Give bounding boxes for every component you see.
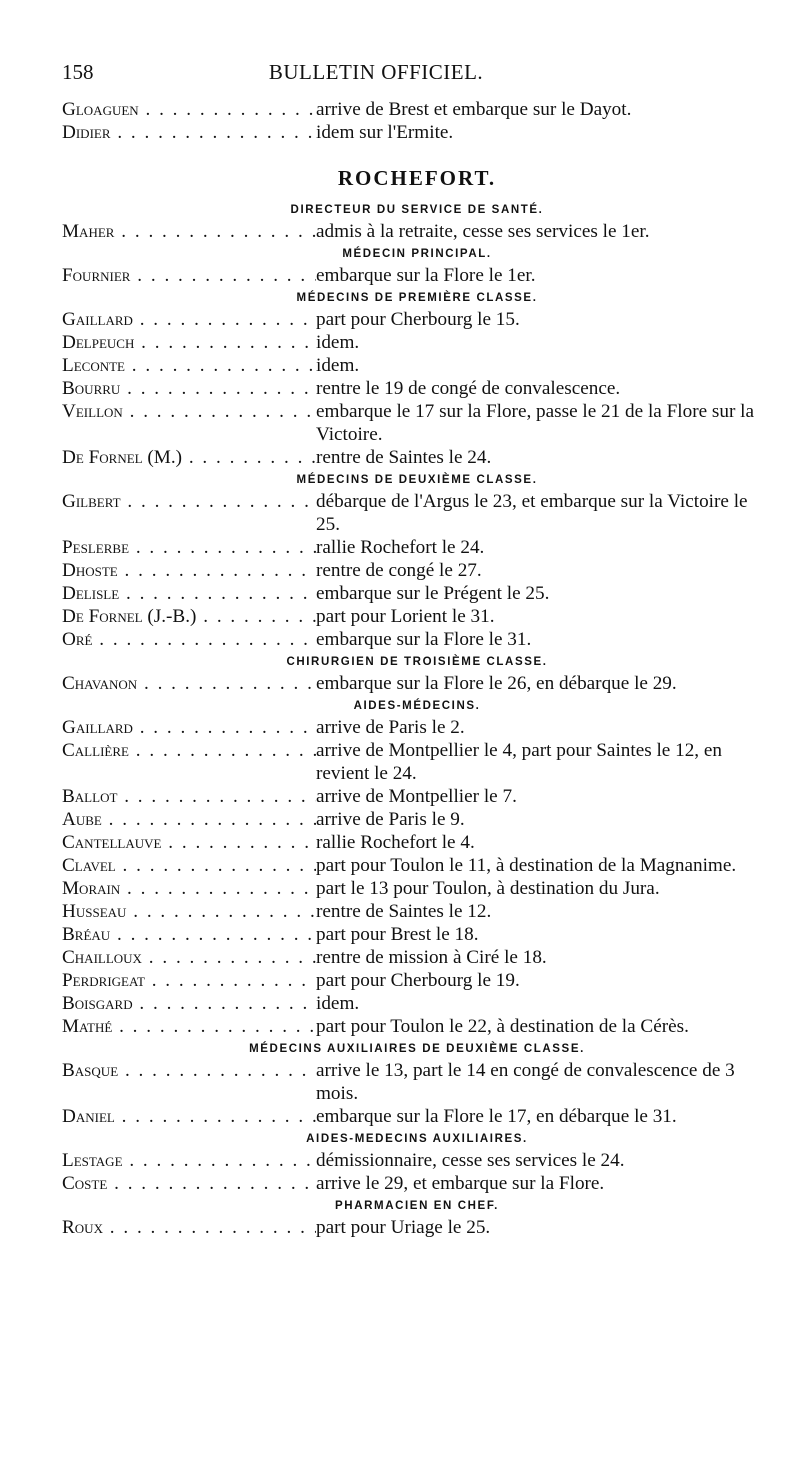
officer-name: Basque . . . (62, 1059, 316, 1105)
personnel-entry (62, 1149, 772, 1172)
movement-description: arrive le 29, et embarque sur la Flore. (316, 1173, 605, 1194)
movement-description: idem. (316, 332, 360, 353)
officer-name: Chavanon . . . (62, 672, 316, 695)
rank-heading: PHARMACIEN EN CHEF. (335, 1200, 499, 1212)
personnel-entry (62, 559, 772, 582)
personnel-entry (62, 121, 772, 144)
rank-heading: AIDES-MÉDECINS. (353, 700, 481, 712)
personnel-entry (62, 716, 772, 739)
movement-description: embarque sur la Flore le 1er. (316, 265, 536, 286)
personnel-entry (62, 605, 772, 628)
personnel-entry (62, 308, 772, 331)
personnel-entry (62, 264, 772, 287)
running-title: BULLETIN OFFICIEL. (268, 60, 484, 84)
movement-description: embarque sur la Flore le 26, en débarque le 29. (316, 673, 677, 694)
officer-name: Mathé . . . (62, 1015, 316, 1038)
personnel-entry (62, 946, 772, 969)
officer-name: Cantellauve . . . (62, 831, 316, 854)
rank-heading: MÉDECINS DE DEUXIÈME CLASSE. (296, 474, 538, 486)
officer-name: Gloaguen . . . (62, 98, 316, 121)
movement-description: embarque le 17 sur la Flore, passe le 21 de la Flore sur la Victoire. (316, 401, 754, 445)
personnel-entry (62, 877, 772, 900)
officer-name: Didier . . . (62, 121, 316, 144)
personnel-entry (62, 331, 772, 354)
officer-name: Veillon . . . (62, 400, 316, 446)
personnel-entry (62, 1059, 772, 1105)
officer-name: Boisgard . . . (62, 992, 316, 1015)
personnel-entry (62, 377, 772, 400)
port-heading: ROCHEFORT. (337, 166, 497, 190)
personnel-entry (62, 672, 772, 695)
officer-name: Bréau . . . (62, 923, 316, 946)
movement-description: rentre de Saintes le 12. (316, 901, 492, 922)
movement-description: idem sur l'Ermite. (316, 122, 454, 143)
movement-description: embarque sur le Prégent le 25. (316, 583, 550, 604)
personnel-entry (62, 854, 772, 877)
movement-description: rentre de mission à Ciré le 18. (316, 947, 547, 968)
personnel-entry (62, 969, 772, 992)
movement-description: arrive de Paris le 2. (316, 717, 465, 738)
movement-description: part le 13 pour Toulon, à destination du Jura. (316, 878, 660, 899)
movement-description: démissionnaire, cesse ses services le 24. (316, 1150, 625, 1171)
officer-name: Roux . . . (62, 1216, 316, 1239)
movement-description: part pour Toulon le 22, à destination de la Cérès. (316, 1016, 689, 1037)
personnel-entry (62, 739, 772, 785)
officer-name: Gaillard . . . (62, 308, 316, 331)
rank-heading: MÉDECINS DE PREMIÈRE CLASSE. (296, 292, 538, 304)
movement-description: arrive de Brest et embarque sur le Dayot. (316, 99, 632, 120)
officer-name: Lestage . . . (62, 1149, 316, 1172)
officer-name: De Fornel (J.-B.) . . . (62, 605, 316, 628)
movement-description: admis à la retraite, cesse ses services le 1er. (316, 221, 650, 242)
personnel-entry (62, 1015, 772, 1038)
officer-name: Coste . . . (62, 1172, 316, 1195)
page-number: 158 (62, 60, 94, 84)
officer-name: Oré . . . (62, 628, 316, 651)
rank-heading: MÉDECINS AUXILIAIRES DE DEUXIÈME CLASSE. (249, 1043, 585, 1055)
officer-name: Bourru . . . (62, 377, 316, 400)
movement-description: part pour Lorient le 31. (316, 606, 495, 627)
officer-name: Callière . . . (62, 739, 316, 785)
movement-description: rentre de congé le 27. (316, 560, 482, 581)
officer-name: Aube . . . (62, 808, 316, 831)
personnel-entry (62, 220, 772, 243)
personnel-entry (62, 354, 772, 377)
movement-description: part pour Toulon le 11, à destination de la Magnanime. (316, 855, 737, 876)
personnel-entry (62, 1172, 772, 1195)
officer-name: Fournier . . . (62, 264, 316, 287)
officer-name: Dhoste . . . (62, 559, 316, 582)
movement-description: idem. (316, 993, 360, 1014)
document-body (62, 98, 772, 1239)
officer-name: Clavel . . . (62, 854, 316, 877)
officer-name: Delpeuch . . . (62, 331, 316, 354)
movement-description: part pour Uriage le 25. (316, 1217, 491, 1238)
officer-name: Morain . . . (62, 877, 316, 900)
personnel-entry (62, 831, 772, 854)
movement-description: rentre de Saintes le 24. (316, 447, 492, 468)
movement-description: embarque sur la Flore le 31. (316, 629, 532, 650)
personnel-entry (62, 1216, 772, 1239)
personnel-entry (62, 808, 772, 831)
officer-name: Husseau . . . (62, 900, 316, 923)
personnel-entry (62, 400, 772, 446)
movement-description: arrive le 13, part le 14 en congé de convalescence de 3 mois. (316, 1060, 735, 1104)
movement-description: rallie Rochefort le 24. (316, 537, 485, 558)
personnel-entry (62, 628, 772, 651)
personnel-entry (62, 923, 772, 946)
personnel-entry (62, 992, 772, 1015)
officer-name: Gaillard . . . (62, 716, 316, 739)
officer-name: Perdrigeat . . . (62, 969, 316, 992)
movement-description: débarque de l'Argus le 23, et embarque sur la Victoire le 25. (316, 491, 748, 535)
personnel-entry (62, 536, 772, 559)
officer-name: Peslerbe . . . (62, 536, 316, 559)
personnel-entry (62, 490, 772, 536)
movement-description: rallie Rochefort le 4. (316, 832, 475, 853)
movement-description: arrive de Montpellier le 4, part pour Saintes le 12, en revient le 24. (316, 740, 723, 784)
personnel-entry (62, 98, 772, 121)
rank-heading: CHIRURGIEN DE TROISIÈME CLASSE. (286, 656, 548, 668)
movement-description: rentre le 19 de congé de convalescence. (316, 378, 621, 399)
officer-name: De Fornel (M.) . . . (62, 446, 316, 469)
officer-name: Leconte . . . (62, 354, 316, 377)
rank-heading: DIRECTEUR DU SERVICE DE SANTÉ. (290, 204, 544, 216)
officer-name: Gilbert . . . (62, 490, 316, 536)
personnel-entry (62, 1105, 772, 1128)
movement-description: idem. (316, 355, 360, 376)
movement-description: arrive de Paris le 9. (316, 809, 465, 830)
personnel-entry (62, 785, 772, 808)
personnel-entry (62, 900, 772, 923)
movement-description: arrive de Montpellier le 7. (316, 786, 517, 807)
officer-name: Daniel . . . (62, 1105, 316, 1128)
movement-description: part pour Brest le 18. (316, 924, 479, 945)
officer-name: Delisle . . . (62, 582, 316, 605)
movement-description: embarque sur la Flore le 17, en débarque le 31. (316, 1106, 677, 1127)
personnel-entry (62, 582, 772, 605)
officer-name: Ballot . . . (62, 785, 316, 808)
personnel-entry (62, 446, 772, 469)
page-header (62, 60, 690, 90)
officer-name: Maher . . . (62, 220, 316, 243)
movement-description: part pour Cherbourg le 19. (316, 970, 520, 991)
rank-heading: AIDES-MEDECINS AUXILIAIRES. (306, 1133, 528, 1145)
rank-heading: MÉDECIN PRINCIPAL. (342, 248, 492, 260)
movement-description: part pour Cherbourg le 15. (316, 309, 520, 330)
officer-name: Chailloux . . . (62, 946, 316, 969)
